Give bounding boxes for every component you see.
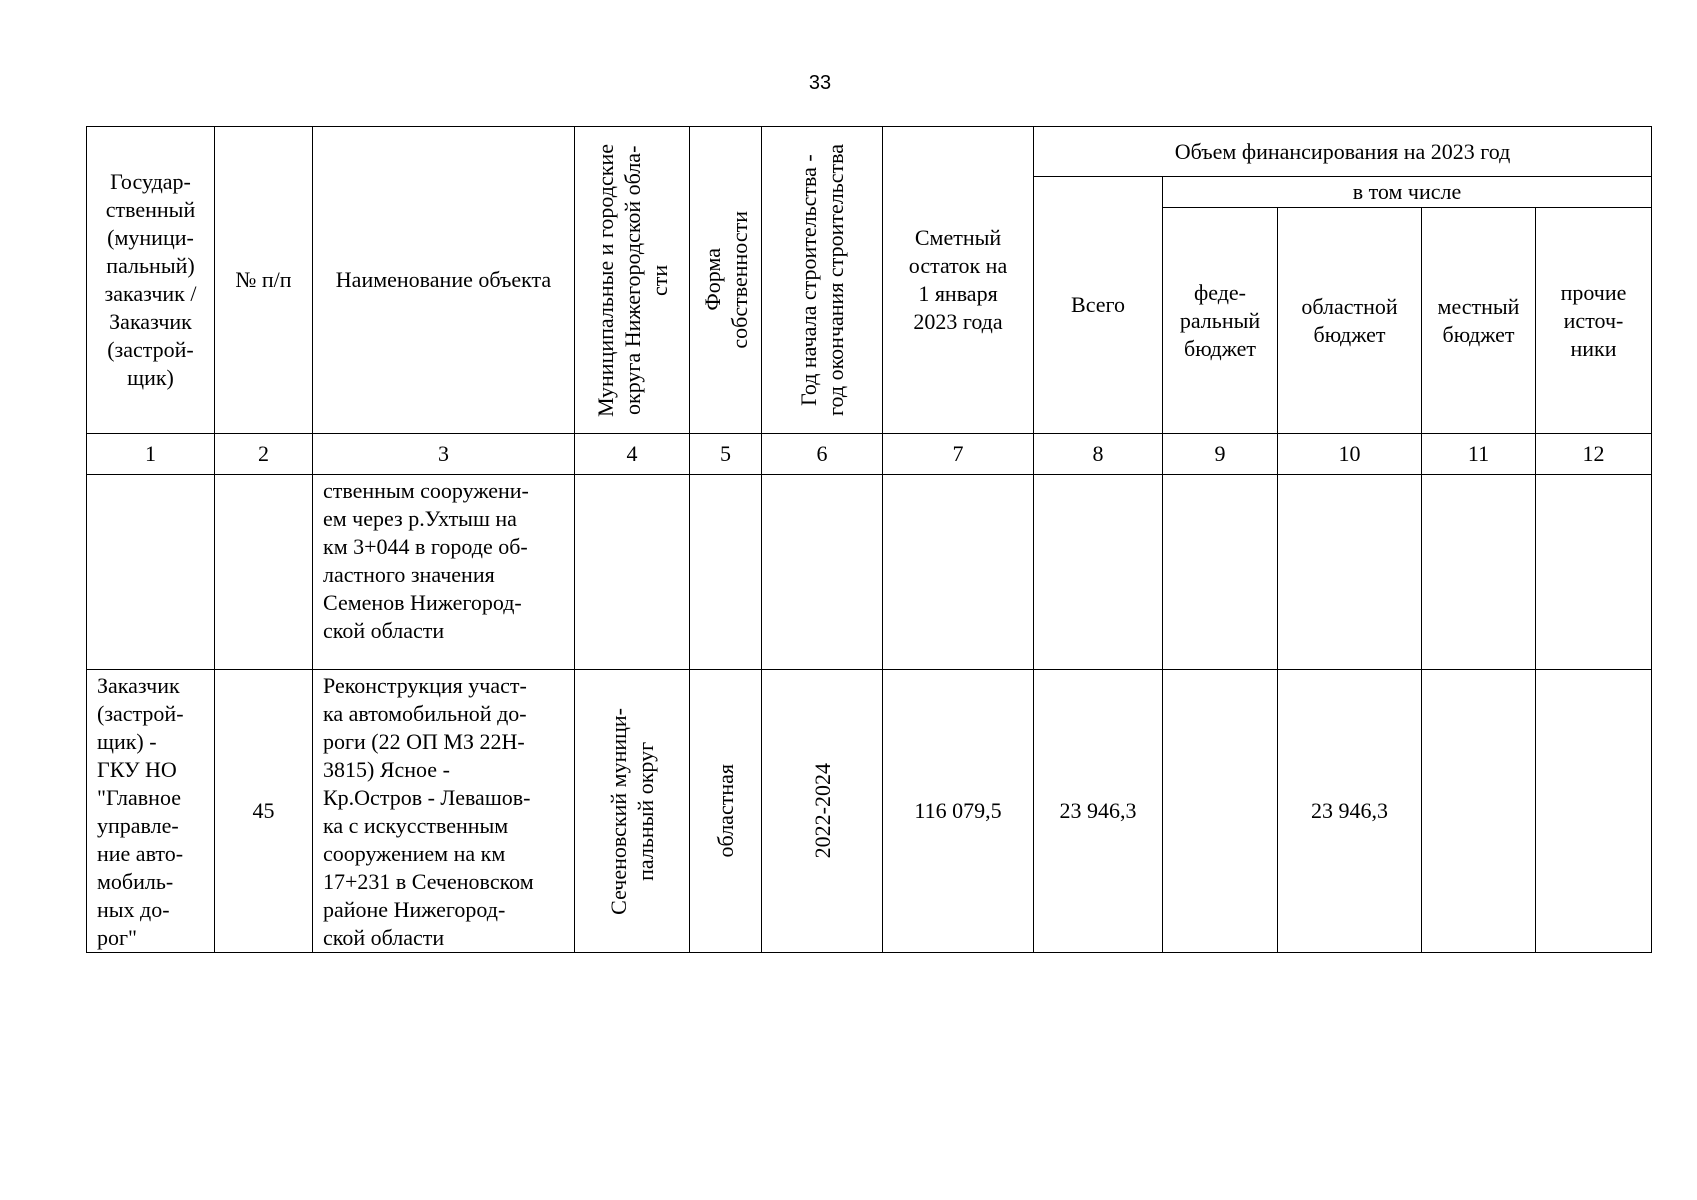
header-district-label: Муниципальные и городские округа Нижегородской обла- сти	[592, 143, 672, 417]
column-number: 10	[1278, 434, 1422, 475]
cell-total	[1034, 475, 1163, 670]
cell-customer: Заказчик (застрой- щик) - ГКУ НО "Главное управле- ние авто- мобиль- ных до- рог"	[87, 670, 215, 953]
cell-number: 45	[215, 670, 313, 953]
cell-object-name: ственным сооружени- ем через р.Ухтыш на км 3+044 в городе об- ластного значения Семенов Нижегород- ской области	[313, 475, 575, 670]
cell-local	[1422, 475, 1536, 670]
financing-table	[86, 126, 1652, 953]
column-numbers-row	[87, 434, 1652, 475]
column-number: 5	[690, 434, 762, 475]
cell-district	[575, 670, 690, 953]
column-number: 2	[215, 434, 313, 475]
cell-customer	[87, 475, 215, 670]
cell-district-label: Сеченовский муници- пальный округ	[606, 707, 658, 915]
column-number: 11	[1422, 434, 1536, 475]
header-object-name: Наименование объекта	[313, 127, 575, 434]
cell-regional: 23 946,3	[1278, 670, 1422, 953]
header-local: местный бюджет	[1422, 208, 1536, 434]
header-customer: Государ- ственный (муници- пальный) заказчик / Заказчик (застрой- щик)	[87, 127, 215, 434]
cell-years-label: 2022-2024	[809, 763, 835, 859]
cell-object-name: Реконструкция участ- ка автомобильной до- роги (22 ОП МЗ 22Н- 3815) Ясное - Кр.Остров - Левашов- ка с искусственным сооружением на км 17+231 в Сеченовском районе Нижегород- ской области	[313, 670, 575, 953]
header-other: прочие источ- ники	[1536, 208, 1652, 434]
column-number: 8	[1034, 434, 1163, 475]
header-ownership	[690, 127, 762, 434]
cell-federal	[1163, 670, 1278, 953]
cell-ownership	[690, 670, 762, 953]
page-number: 33	[808, 72, 832, 94]
header-years	[762, 127, 883, 434]
cell-district	[575, 475, 690, 670]
cell-estimate-balance: 116 079,5	[883, 670, 1034, 953]
header-ownership-label: Форма собственности	[699, 211, 752, 349]
cell-other	[1536, 670, 1652, 953]
header-financing-group: Объем финансирования на 2023 год	[1034, 127, 1652, 177]
cell-regional	[1278, 475, 1422, 670]
header-district	[575, 127, 690, 434]
cell-total: 23 946,3	[1034, 670, 1163, 953]
cell-federal	[1163, 475, 1278, 670]
column-number: 9	[1163, 434, 1278, 475]
cell-other	[1536, 475, 1652, 670]
column-number: 12	[1536, 434, 1652, 475]
header-total: Всего	[1034, 177, 1163, 434]
table-row	[87, 670, 1652, 953]
table-row	[87, 475, 1652, 670]
header-years-label: Год начала строительства - год окончания строительства	[796, 144, 848, 416]
cell-ownership	[690, 475, 762, 670]
header-number: № п/п	[215, 127, 313, 434]
column-number: 7	[883, 434, 1034, 475]
column-number: 6	[762, 434, 883, 475]
column-number: 3	[313, 434, 575, 475]
header-including: в том числе	[1163, 177, 1652, 208]
header-regional: областной бюджет	[1278, 208, 1422, 434]
cell-local	[1422, 670, 1536, 953]
header-estimate-balance: Сметный остаток на 1 января 2023 года	[883, 127, 1034, 434]
header-federal: феде- ральный бюджет	[1163, 208, 1278, 434]
cell-number	[215, 475, 313, 670]
cell-estimate-balance	[883, 475, 1034, 670]
cell-ownership-label: областная	[713, 764, 738, 858]
column-number: 4	[575, 434, 690, 475]
cell-years	[762, 475, 883, 670]
column-number: 1	[87, 434, 215, 475]
cell-years	[762, 670, 883, 953]
